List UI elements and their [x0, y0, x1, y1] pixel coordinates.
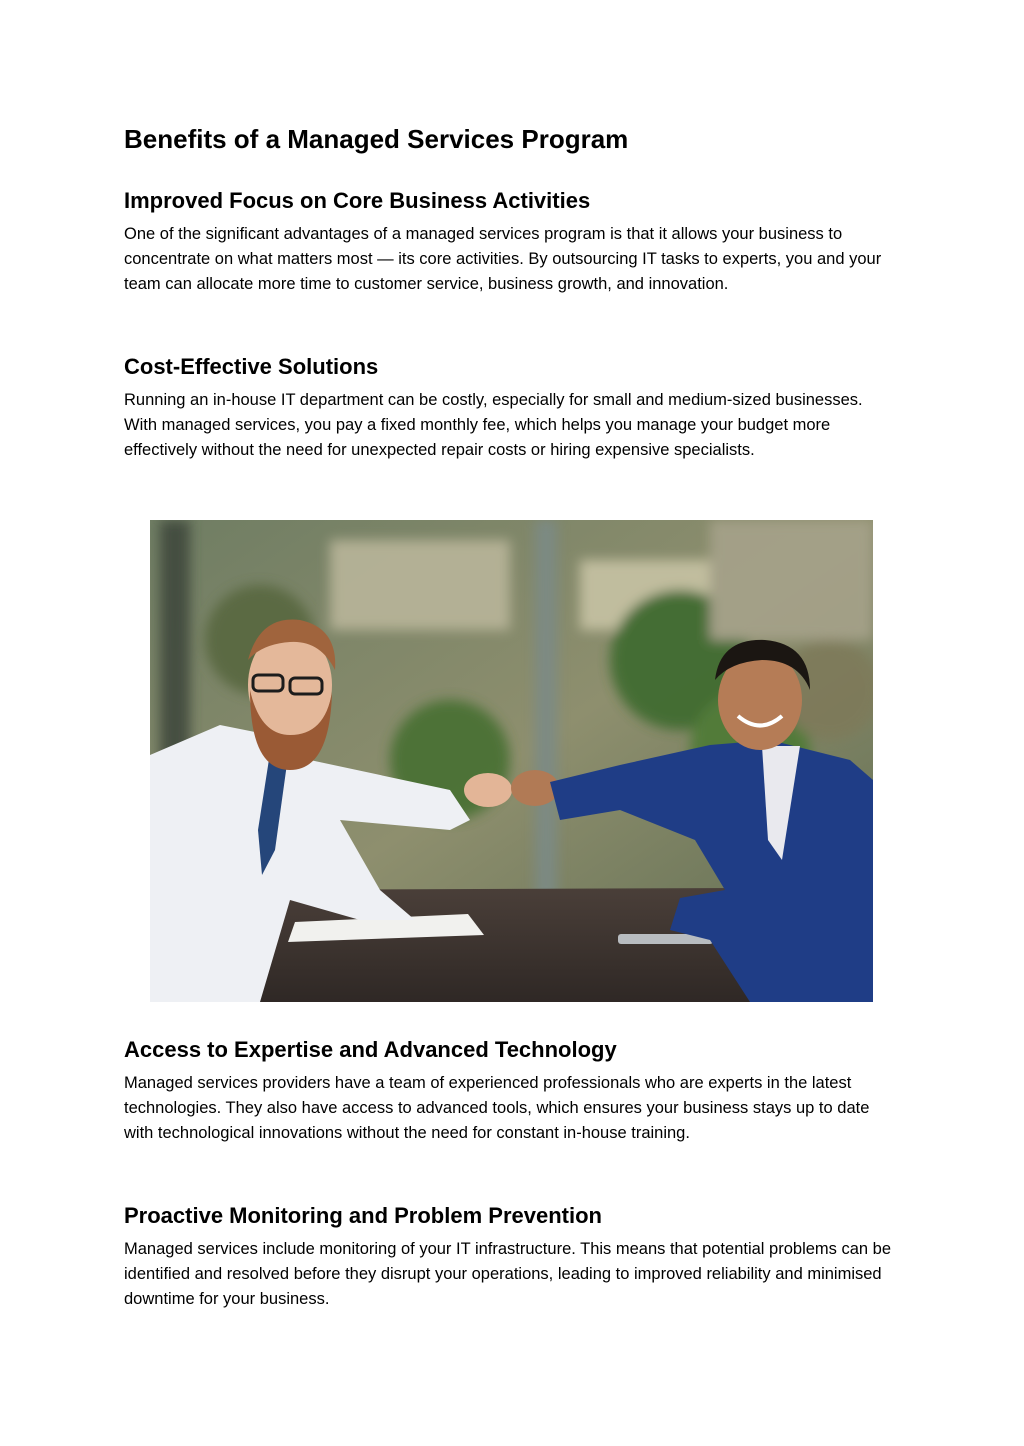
section-heading: Improved Focus on Core Business Activities: [124, 188, 591, 213]
section-heading: Cost-Effective Solutions: [124, 354, 379, 379]
section-expertise: [124, 1035, 904, 1146]
section-body: Managed services providers have a team of experienced professionals who are experts in the latest technologies. They also have access to advanced tools, which ensures your business stays up to date with technological innovations without the need for constant in-house training.: [124, 1074, 870, 1142]
section-body: Managed services include monitoring of your IT infrastructure. This means that potential problems can be identified and resolved before they disrupt your operations, leading to improved reliability and minimised downtime for your business.: [124, 1240, 892, 1308]
section-heading: Access to Expertise and Advanced Technology: [124, 1037, 617, 1062]
section-body: Running an in-house IT department can be costly, especially for small and medium-sized businesses. With managed services, you pay a fixed monthly fee, which helps you manage your budget more effectively without the need for unexpected repair costs or hiring expensive specialists.: [124, 391, 863, 459]
section-cost-effective: [124, 352, 904, 463]
section-heading: Proactive Monitoring and Problem Prevention: [124, 1203, 602, 1228]
fist-bump-photo: [150, 520, 873, 1002]
section-monitoring: [124, 1201, 904, 1312]
section-core-focus: [124, 186, 904, 297]
section-body: One of the significant advantages of a managed services program is that it allows your business to concentrate on what matters most — its core activities. By outsourcing IT tasks to experts, you and your team can allocate more time to customer service, business growth, and innovation.: [124, 225, 882, 293]
page-title: Benefits of a Managed Services Program: [124, 124, 629, 154]
